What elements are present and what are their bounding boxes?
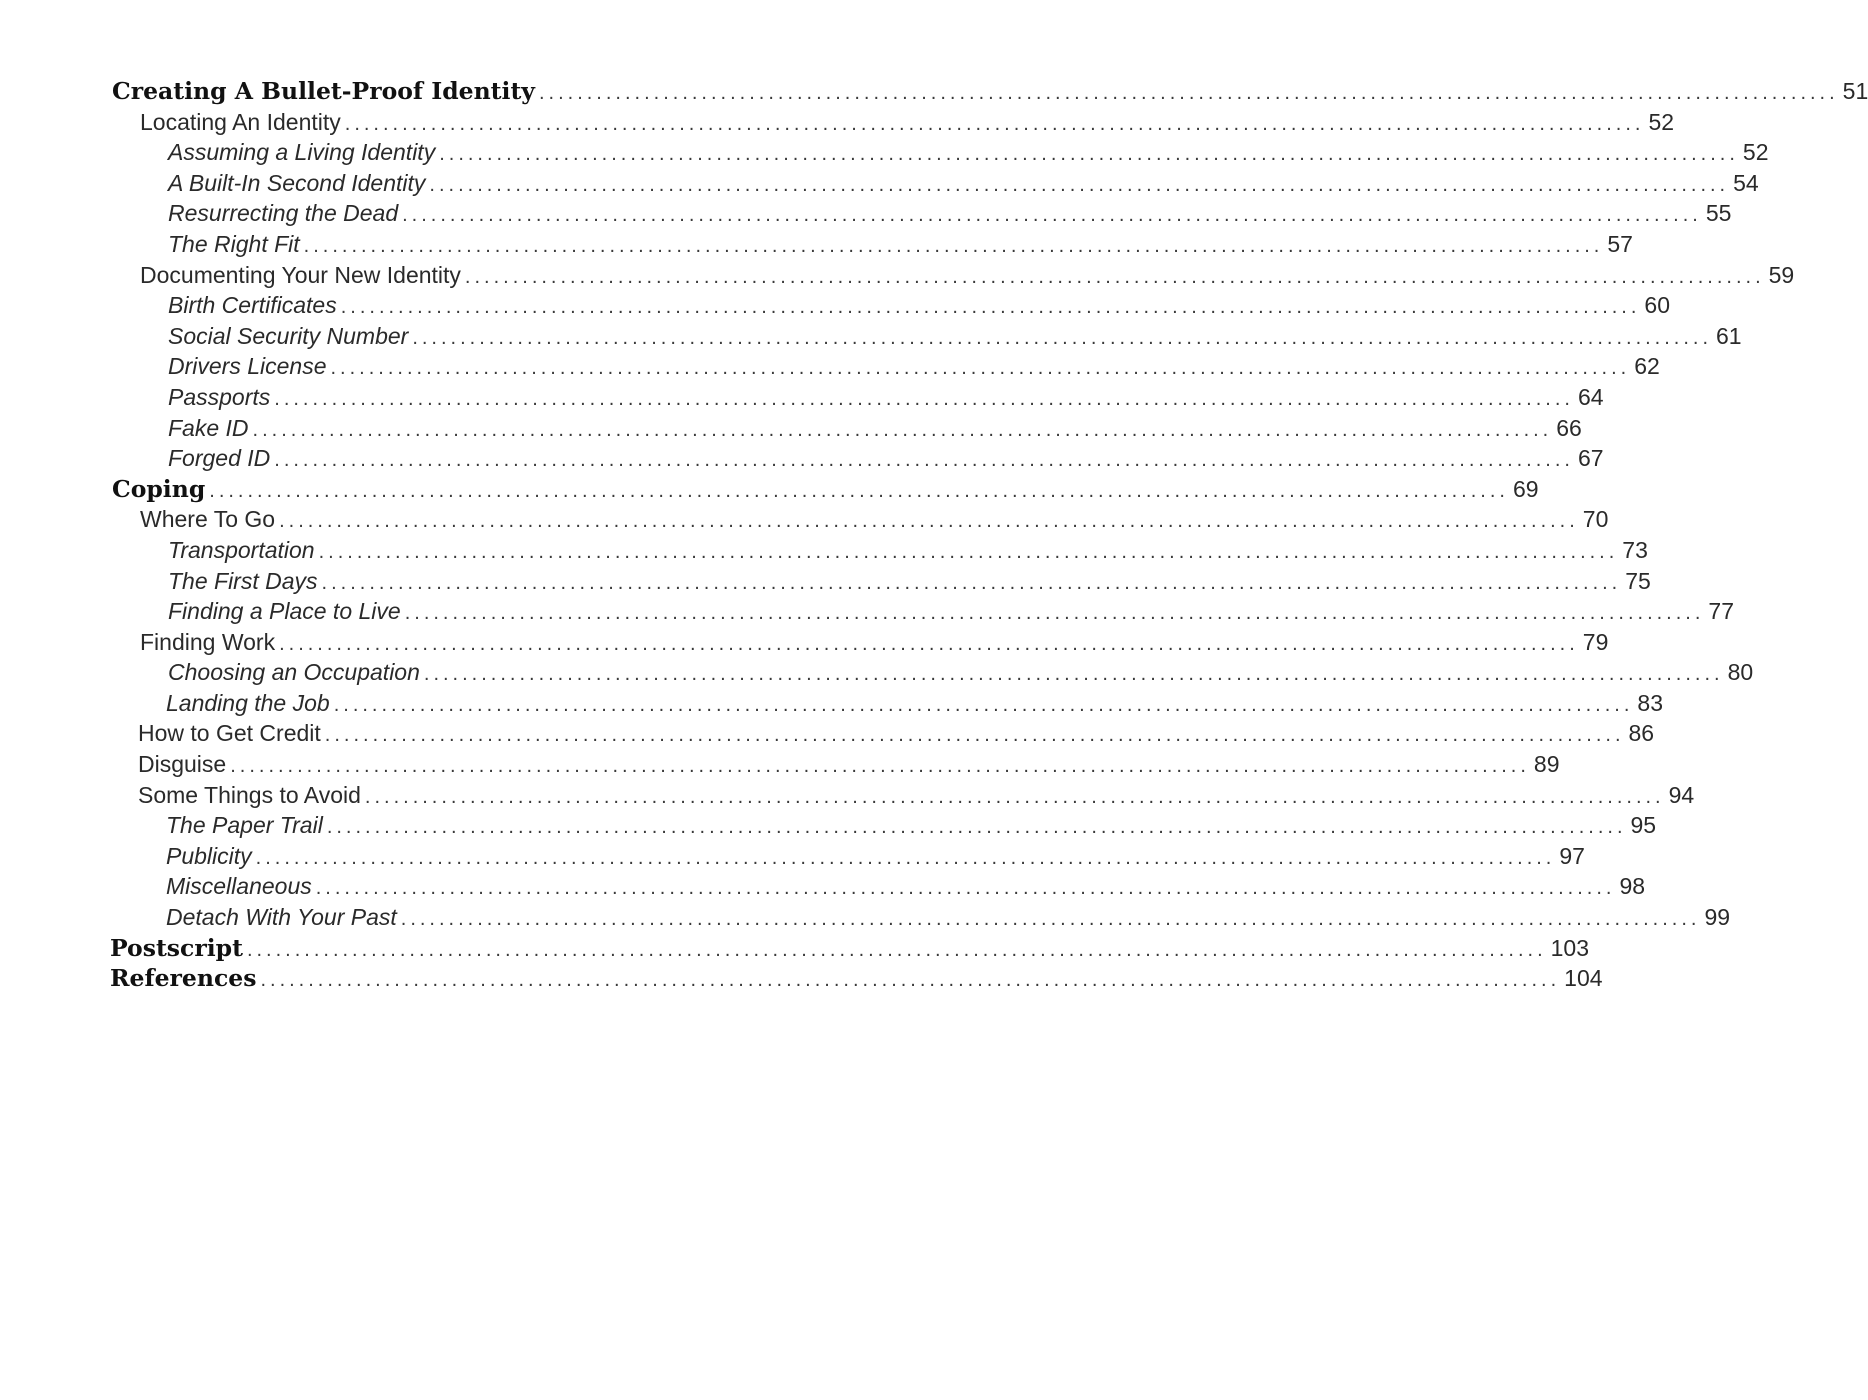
toc-entry xyxy=(0,566,1651,597)
toc-entry-title: Some Things to Avoid xyxy=(138,781,361,808)
toc-entry xyxy=(0,321,1742,352)
dot-leader xyxy=(325,720,1625,751)
toc-entry-page-number: 52 xyxy=(1742,139,1769,166)
toc-entry-title: Detach With Your Past xyxy=(166,904,397,931)
dot-leader xyxy=(401,904,1701,935)
toc-entry-page-number: 94 xyxy=(1668,781,1695,808)
toc-entry-title: How to Get Credit xyxy=(138,720,321,747)
toc-entry-title: References xyxy=(110,964,257,993)
toc-entry xyxy=(0,474,1539,505)
dot-leader xyxy=(539,78,1839,109)
toc-entry-page-number: 67 xyxy=(1577,445,1604,472)
dot-leader xyxy=(304,231,1604,262)
toc-entry-page-number: 70 xyxy=(1582,506,1609,533)
toc-entry-page-number: 61 xyxy=(1716,322,1742,349)
dot-leader xyxy=(331,353,1631,384)
toc-entry-page-number: 97 xyxy=(1559,842,1585,869)
toc-entry-title: Coping xyxy=(112,474,206,503)
toc-entry-page-number: 73 xyxy=(1622,536,1648,563)
toc-entry-page-number: 89 xyxy=(1533,751,1560,778)
dot-leader xyxy=(322,568,1622,599)
toc-entry-title: Birth Certificates xyxy=(168,292,337,319)
dot-leader xyxy=(253,415,1553,446)
toc-entry xyxy=(0,168,1759,199)
toc-entry-title: The Right Fit xyxy=(168,230,300,257)
toc-entry xyxy=(0,596,1734,627)
toc-entry-title: Miscellaneous xyxy=(166,873,312,900)
toc-entry xyxy=(0,688,1663,719)
toc-entry xyxy=(0,749,1560,780)
toc-entry xyxy=(0,260,1795,291)
dot-leader xyxy=(319,537,1619,568)
toc-entry xyxy=(0,963,1603,994)
toc-entry xyxy=(0,780,1695,811)
toc-entry xyxy=(0,871,1646,902)
dot-leader xyxy=(334,690,1634,721)
dot-leader xyxy=(260,965,1560,996)
toc-entry-page-number: 60 xyxy=(1644,292,1671,319)
toc-entry xyxy=(0,413,1582,444)
toc-entry-title: Finding Work xyxy=(140,628,276,655)
dot-leader xyxy=(412,323,1712,354)
toc-entry-title: Where To Go xyxy=(140,506,276,533)
toc-entry xyxy=(0,443,1604,474)
toc-entry xyxy=(0,107,1675,138)
toc-entry xyxy=(0,902,1731,933)
dot-leader xyxy=(465,262,1765,293)
dot-leader xyxy=(424,659,1724,690)
toc-entry-title: Postscript xyxy=(110,933,243,962)
toc-entry-page-number: 99 xyxy=(1704,904,1731,931)
toc-entry-page-number: 64 xyxy=(1577,383,1604,410)
toc-entry xyxy=(0,229,1633,260)
toc-entry xyxy=(0,290,1671,321)
toc-entry-page-number: 55 xyxy=(1705,200,1732,227)
toc-entry-page-number: 95 xyxy=(1630,812,1657,839)
toc-entry-title: The Paper Trail xyxy=(166,812,323,839)
dot-leader xyxy=(365,782,1665,813)
toc-entry xyxy=(0,718,1655,749)
toc-entry xyxy=(0,504,1609,535)
toc-entry-title: Resurrecting the Dead xyxy=(168,200,399,227)
toc-entry-title: Choosing an Occupation xyxy=(168,659,420,686)
toc-entry xyxy=(0,933,1590,964)
toc-entry xyxy=(0,351,1660,382)
dot-leader xyxy=(316,873,1616,904)
toc-entry-title: Disguise xyxy=(138,751,227,778)
toc-entry-title: Drivers License xyxy=(168,353,327,380)
toc-entry-title: Locating An Identity xyxy=(140,108,341,135)
toc-entry-page-number: 57 xyxy=(1607,230,1633,257)
toc-entry xyxy=(0,657,1754,688)
dot-leader xyxy=(402,200,1702,231)
toc-entry-title: A Built-In Second Identity xyxy=(168,169,426,196)
toc-entry xyxy=(0,841,1585,872)
dot-leader xyxy=(327,812,1627,843)
toc-entry-title: Finding a Place to Live xyxy=(168,598,401,625)
dot-leader xyxy=(405,598,1705,629)
toc-entry-title: Forged ID xyxy=(168,445,271,472)
toc-entry xyxy=(0,76,1868,107)
toc-entry-page-number: 79 xyxy=(1582,628,1609,655)
toc-entry-page-number: 69 xyxy=(1512,475,1539,502)
toc-entry-page-number: 54 xyxy=(1733,169,1759,196)
dot-leader xyxy=(279,506,1579,537)
dot-leader xyxy=(209,476,1509,507)
toc-entry xyxy=(0,627,1609,658)
table-of-contents xyxy=(0,76,1868,994)
toc-entry-title: Landing the Job xyxy=(166,689,330,716)
toc-entry-title: Transportation xyxy=(168,536,315,563)
dot-leader xyxy=(439,139,1739,170)
toc-entry xyxy=(0,198,1732,229)
toc-entry-page-number: 75 xyxy=(1625,567,1651,594)
toc-entry xyxy=(0,810,1657,841)
toc-entry-title: Documenting Your New Identity xyxy=(140,261,461,288)
toc-entry-page-number: 62 xyxy=(1634,353,1660,380)
toc-entry-title: Passports xyxy=(168,383,271,410)
toc-entry-title: Assuming a Living Identity xyxy=(168,139,436,166)
toc-entry-title: The First Days xyxy=(168,567,318,594)
toc-entry-page-number: 59 xyxy=(1768,261,1795,288)
toc-entry xyxy=(0,535,1648,566)
dot-leader xyxy=(230,751,1530,782)
toc-entry-page-number: 103 xyxy=(1550,934,1590,961)
toc-entry-title: Publicity xyxy=(166,842,252,869)
toc-entry xyxy=(0,382,1604,413)
dot-leader xyxy=(256,843,1556,874)
toc-entry-page-number: 80 xyxy=(1727,659,1754,686)
toc-entry-page-number: 98 xyxy=(1619,873,1646,900)
toc-entry xyxy=(0,137,1769,168)
toc-entry-title: Creating A Bullet-Proof Identity xyxy=(112,77,535,105)
dot-leader xyxy=(274,445,1574,476)
toc-entry-page-number: 77 xyxy=(1708,598,1734,625)
toc-entry-page-number: 51 xyxy=(1842,78,1868,104)
toc-entry-page-number: 66 xyxy=(1556,414,1582,441)
toc-entry-page-number: 86 xyxy=(1628,720,1655,747)
dot-leader xyxy=(429,170,1729,201)
dot-leader xyxy=(279,629,1579,660)
dot-leader xyxy=(345,109,1645,140)
toc-entry-page-number: 52 xyxy=(1648,108,1675,135)
dot-leader xyxy=(247,935,1547,966)
dot-leader xyxy=(274,384,1574,415)
toc-entry-page-number: 83 xyxy=(1637,689,1663,716)
dot-leader xyxy=(341,292,1641,323)
toc-entry-title: Fake ID xyxy=(168,414,249,441)
toc-entry-title: Social Security Number xyxy=(168,322,409,349)
toc-entry-page-number: 104 xyxy=(1564,965,1603,992)
